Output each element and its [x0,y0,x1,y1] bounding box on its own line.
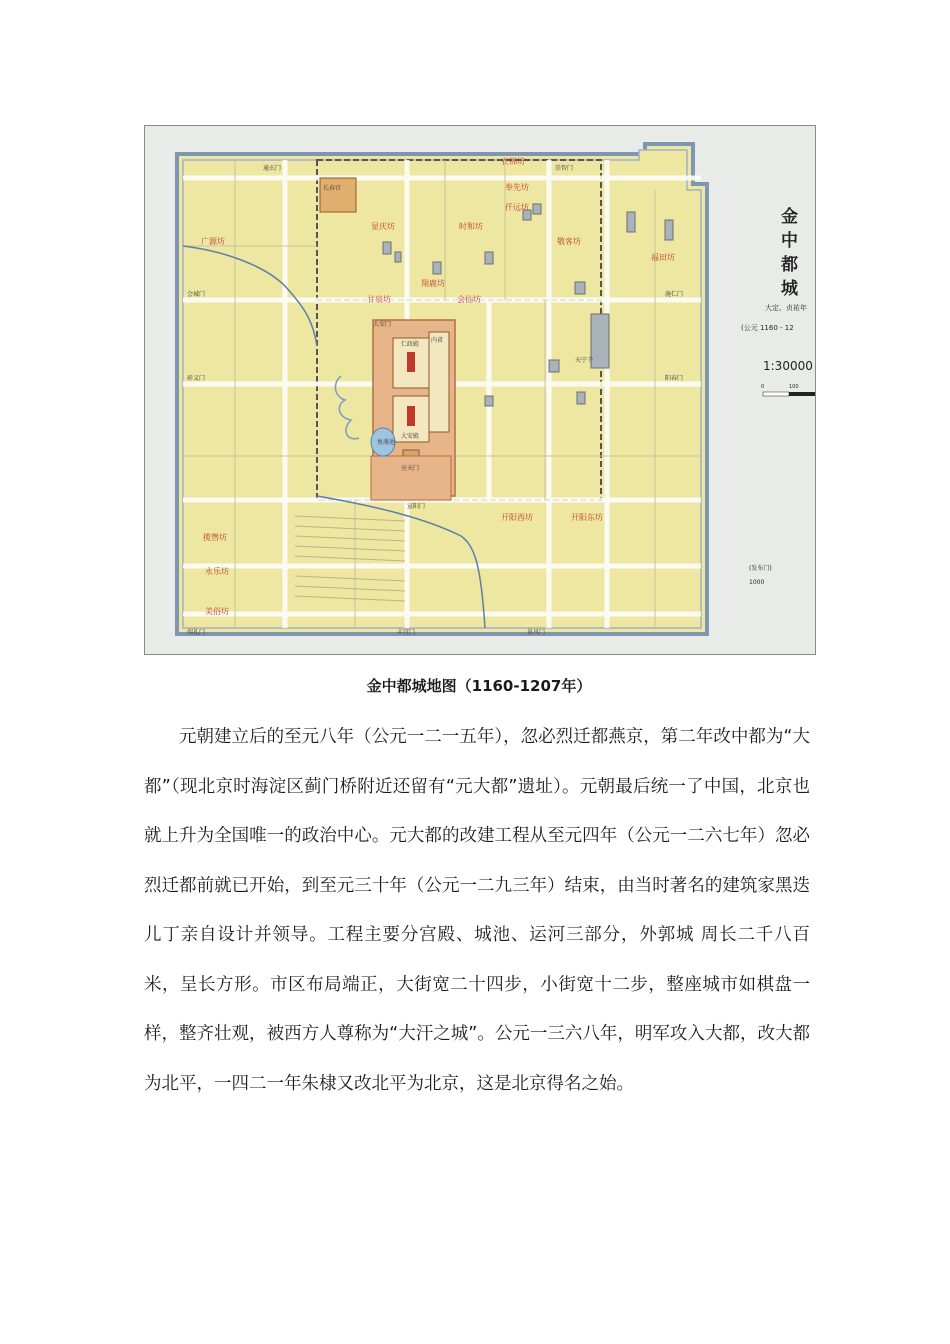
label-xihuamen: 彰义门 [187,375,206,382]
map-scale: 1:30000 [763,359,813,373]
label-shihe: 时和坊 [459,222,483,231]
figure-caption: 金中都城地图（1160-1207年） [366,677,592,695]
label-chongzhimen: 崇智门 [555,165,574,172]
map-title-char-3: 都 [781,255,798,275]
label-huiyanmen: 会城门 [187,291,206,298]
label-tianning: 天宁寺 [575,357,594,364]
label-donghuamen: 施仁门 [665,291,684,298]
label-kaiyangdong: 开阳东坊 [571,513,603,522]
label-lingyun: 福田坊 [651,253,675,262]
label-lake: 鱼藻池 [377,439,396,446]
label-fenglimen: 丰宜门 [397,629,416,636]
label-daanmen: 大安门 [373,321,392,328]
map-title-char-2: 中 [781,231,798,251]
label-xiangqu: 翔鹿坊 [421,279,445,288]
label-fuyuan: 奉先坊 [505,183,529,192]
label-qianyuan: 仟远坊 [505,203,529,212]
label-daan: 大安殿 [401,433,420,440]
label-changchun: 长春宫 [323,185,342,192]
label-guangxin: 广源坊 [201,237,225,246]
map-title-char-1: 金 [781,207,798,227]
label-meisu: 美俗坊 [205,607,229,616]
body-text [144,713,810,1109]
label-tonghuamen: 通玄门 [263,165,282,172]
label-yingtianmen: 应天门 [401,465,420,472]
map-subtitle: 大定、贞祐年 [765,304,807,312]
label-xuanyangmen: 宣阳门 [407,503,426,510]
label-neicheng: 内省 [431,337,444,344]
map-title-char-4: 城 [781,279,798,299]
label-kaiyangxi: 开阳西坊 [501,513,533,522]
label-zhiren: 会仙坊 [457,295,481,304]
scalebar-tick-0: 0 [761,384,765,390]
scalebar-tick-1: 100 [789,384,799,390]
label-shengqing: 永乐坊 [205,567,229,576]
map-image [144,125,816,655]
label-renzheng: 仁政殿 [401,341,420,348]
legend-line-2: 1000 [749,579,765,586]
label-jingxiamen: 景风门 [527,629,546,636]
paragraph: 元朝建立后的至元八年（公元一二一五年），忽必烈迁都燕京，第二年改中都为“大都”（现北京时海淀区蓟门桥附近还留有“元大都”遗址）。元朝最后统一了中国，北京也就上升为全国唯一的政治中心。元大都的改建工程从至元四年（公元一二六七年）忽必烈迁都前就已开始，到至元三十年（公元一二九三年）结束，由当时著名的建筑家黑迭儿丁亲自设计并领导。工程主要分宫殿、城池、运河三部分，外郭城 周长二千八百米，呈长方形。市区布局端正，大街宽二十四步，小街宽十二步，整座城市如棋盘一样，整齐壮观，被西方人尊称为“大汗之城”。公元一三六八年，明军攻入大都，改大都为北平，一四二一年朱棣又改北平为北京，这是北京得名之始。 [144,727,810,1094]
map-period: (公元 1160 - 12 [741,324,794,332]
label-ganquan: 甘泉坊 [367,295,391,304]
label-yangchunmen: 阳春门 [665,375,684,382]
label-xianqing: 显庆坊 [371,222,395,231]
label-yifang: 衣锦坊 [501,157,525,166]
label-yulang: 揽辔坊 [203,533,227,542]
label-jiucuo: 敬客坊 [557,237,581,246]
label-duanlimen: 端礼门 [187,629,206,636]
legend-line-1: (发布门) [749,565,772,572]
